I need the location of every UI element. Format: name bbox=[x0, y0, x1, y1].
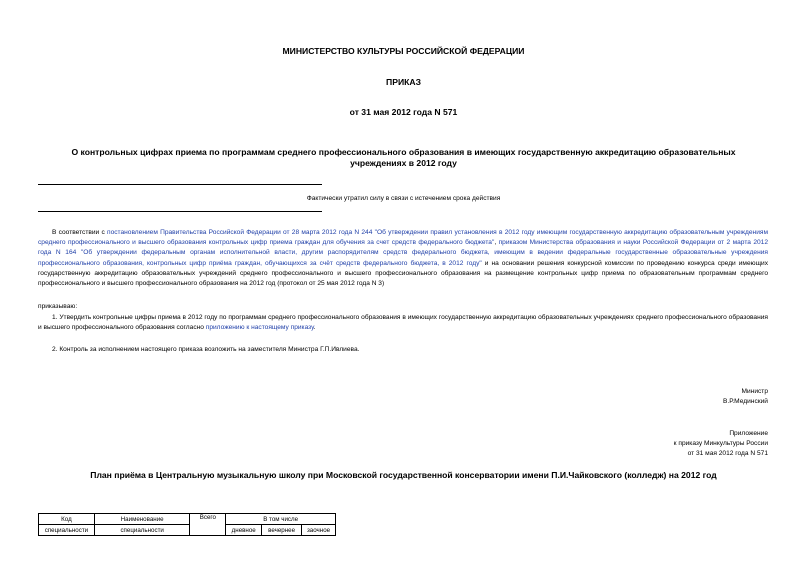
col-code-header-cont: специальности bbox=[39, 525, 95, 536]
col-name-header-cont: специальности bbox=[94, 525, 190, 536]
signature-position: Министр bbox=[741, 388, 768, 395]
status-note: Фактически утратил силу в связи с истечением срока действия bbox=[306, 195, 501, 202]
doc-type-heading: ПРИКАЗ bbox=[386, 77, 421, 87]
document-title: О контрольных цифрах приема по программам среднего профессионального образования в имеющих государственную аккредитацию образовательных учреждениях в 2012 году bbox=[71, 147, 736, 168]
appendix-label: Приложение bbox=[729, 430, 768, 437]
col-name-header: Наименование bbox=[94, 514, 190, 525]
appendix-link[interactable]: приложению к настоящему приказу bbox=[205, 324, 314, 332]
preamble-text-1: В соответствии с bbox=[52, 229, 107, 236]
col-including-header: В том числе bbox=[226, 514, 336, 525]
item1-text-1: 1. Утвердить контрольные цифры приема в 2012 году по программам среднего профессионального образования в имеющих государственную аккредитацию образовательных учреждениях среднего профессионального образования и высшего профессионального образования согласно bbox=[38, 314, 768, 332]
appendix-ref-line2: от 31 мая 2012 года N 571 bbox=[687, 450, 768, 457]
ministry-heading: МИНИСТЕРСТВО КУЛЬТУРЫ РОССИЙСКОЙ ФЕДЕРАЦИИ bbox=[282, 46, 525, 56]
order-item-2: 2. Контроль за исполнением настоящего приказа возложить на заместителя Министра Г.П.Ивлиева. bbox=[52, 346, 360, 353]
appendix-ref-line1: к приказу Минкультуры России bbox=[673, 440, 768, 447]
divider-top bbox=[38, 184, 322, 185]
col-day-header: дневное bbox=[226, 525, 262, 536]
preamble-text-3: и на основании решения конкурсной комиссии по проведению конкурса среди имеющих государственную аккредитацию образовательных учреждений среднего профессионального и высшего профессионального образования на размещение контрольных цифр приема по образовательным программам среднего профессионального и высшего профессионального образования на 2012 год (протокол от 25 мая 2012 года N 3) bbox=[38, 259, 768, 288]
order-word: приказываю: bbox=[38, 303, 78, 310]
col-evening-header: вечернее bbox=[262, 525, 302, 536]
table-header-row-2 bbox=[39, 525, 336, 536]
col-extramural-header: заочное bbox=[302, 525, 336, 536]
plan-title: План приёма в Центральную музыкальную школу при Московской государственной консерватории имени П.И.Чайковского (колледж) на 2012 год bbox=[90, 470, 717, 480]
order-item-1 bbox=[38, 313, 768, 333]
preamble-text-2: , bbox=[494, 239, 499, 247]
date-number-heading: от 31 мая 2012 года N 571 bbox=[349, 107, 458, 117]
table-header-row-1 bbox=[39, 514, 336, 525]
col-total-header: Всего bbox=[190, 514, 226, 536]
signature-name: В.Р.Мединский bbox=[722, 398, 768, 405]
divider-bottom bbox=[38, 211, 322, 212]
government-decree-link[interactable]: постановлением Правительства Российской Федерации от 28 марта 2012 года N 244 "Об утверждении правил установления в 2012 году имеющим государственную аккредитацию образовательным учреждениям среднего профессионального и высшего образования контрольных цифр приема граждан для обучения за счет средств федерального бюджета" bbox=[38, 229, 768, 247]
preamble-paragraph bbox=[38, 228, 768, 289]
plan-table bbox=[38, 513, 336, 536]
item1-text-2: . bbox=[313, 324, 316, 332]
ministry-order-link[interactable]: приказом Министерства образования и науки Российской Федерации от 2 марта 2012 года N 164 "Об утверждении федеральным органам исполнительной власти, другим распорядителям средств федерального бюджета, имеющим в ведении федеральные государственные образовательные учреждения профессионального образования, контрольных цифр приёма граждан, обучающихся за счёт средств федерального бюджета, в 2012 году" bbox=[38, 239, 769, 267]
col-code-header: Код bbox=[39, 514, 95, 525]
